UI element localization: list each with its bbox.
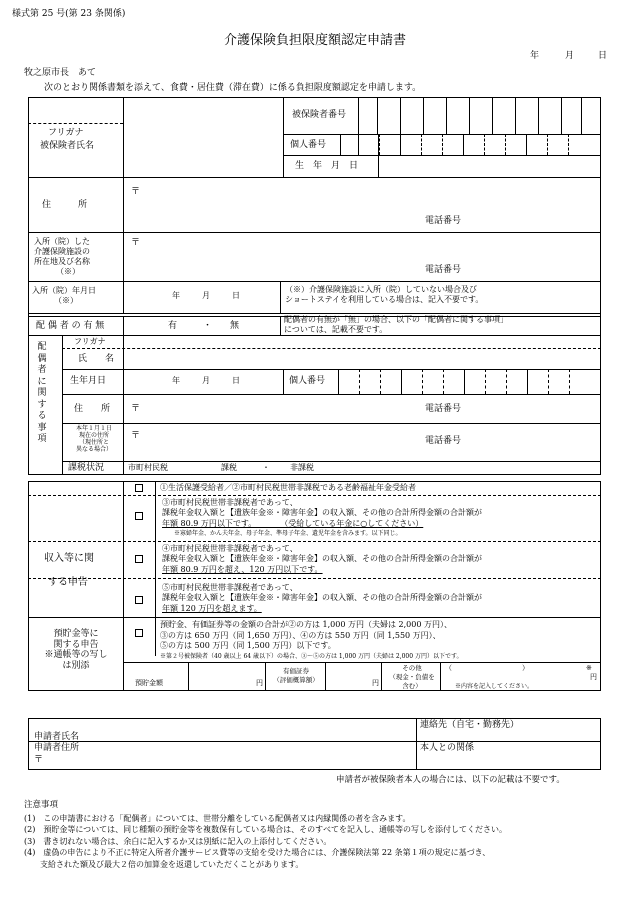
securities-label: 有価証券 （評価概算額） [273, 667, 319, 684]
date-month: 月 [565, 51, 575, 61]
insured-number-label: 被保険者番号 [292, 110, 347, 120]
spouse-postal-mark: 〒 [131, 404, 141, 414]
spouse-presence-note: 配偶者の有無が「無」の場合、以下の「配偶者に関する事項」 については、記載不要です。 [284, 315, 508, 334]
spouse-no-option[interactable]: 無 [230, 321, 240, 331]
spouse-tax-label: 課税状況 [68, 463, 105, 473]
spouse-address-label: 住 所 [74, 404, 111, 414]
admission-day: 日 [232, 291, 240, 300]
other-content-paren: （ ） [445, 664, 529, 672]
notes-title: 注意事項 [24, 800, 59, 810]
securities-yen: 円 [372, 679, 379, 687]
facility-phone-label: 電話番号 [425, 265, 462, 275]
separator-dot: ・ [203, 321, 213, 331]
savings-check-text: 預貯金、有価証券等の金額の合計が②の方は 1,000 万円（夫婦は 2,000 万円）、 ③の方は 650 万円（同 1,650 万円）、④の方は 550 万円（同 1,550 万円）、 ⑤の方は 500 万円（同 1,500 万円）以下です。 [160, 620, 452, 650]
note-item: (1) この申請書における「配偶者」については、世帯分離をしている配偶者又は内縁関係の者を含みます。 [24, 814, 411, 823]
savings-note: ※第２号被保険者（40 歳以上 64 歳以下）の場合、③～⑤の方は 1,000 万円（夫婦は 2,000 万円）以下です。 [160, 653, 463, 660]
note-item: (3) 書き切れない場合は、余白に記入するか又は別紙に記入の上添付してください。 [24, 836, 332, 846]
admission-month: 月 [202, 291, 210, 300]
savings-label: 預貯金等に 関する申告 ※通帳等の写し は別添 [44, 629, 108, 671]
other-content-note: ※内容を記入してください。 [455, 683, 534, 690]
income-option-2-text: ③市町村民税世帯非課税者であって、 課税年金収入額と【遺族年金※・障害年金】の収入額、その他の合計所得金額の合計額が 年額 80.9 万円以下です。 （受給している年金に○してください） ※寡婦年金、かん夫年金、母子年金、準母子年金、遺児年金を含みます。以下同じ。 [162, 498, 482, 538]
spouse-name-label: 氏 名 [78, 354, 115, 364]
spouse-prev-phone-label: 電話番号 [425, 436, 462, 446]
spouse-prev-postal-mark: 〒 [131, 431, 141, 441]
applicant-name-label: 申請者氏名 [34, 732, 80, 742]
date-year: 年 [530, 51, 540, 61]
spouse-section-label: 配偶者に関する事項 [37, 342, 47, 444]
spouse-yes-option[interactable]: 有 [168, 321, 178, 331]
note-item: (4) 虚偽の申告により不正に特定入所者介護サービス費等の支給を受けた場合には、介護保険法第 22 条第１項の規定に基づき、 [24, 848, 491, 858]
income-option-2-checkbox[interactable] [135, 512, 143, 520]
intro-text: 次のとおり関係書類を添えて、食費・居住費（滞在費）に係る負担限度額認定を申請します。 [44, 83, 422, 93]
personal-number-label: 個人番号 [290, 140, 327, 150]
address-postal-mark: 〒 [131, 187, 141, 197]
applicant-postal-mark: 〒 [34, 755, 44, 765]
birth-date-label: 生 年 月 日 [295, 161, 359, 171]
applicant-address-label: 申請者住所 [34, 743, 80, 753]
income-option-4-text: ⑤市町村民税世帯非課税者であって、 課税年金収入額と【遺族年金※・障害年金】の収入額、その他の合計所得金額の合計額が 年額 120 万円を超えます。 [162, 583, 482, 613]
spouse-birth-year: 年 [172, 376, 180, 385]
address-label: 住 所 [42, 200, 88, 210]
applicant-footnote: 申請者が被保険者本人の場合には、以下の記載は不要です。 [336, 775, 565, 785]
other-kome-mark: ※ [586, 664, 592, 672]
spouse-prev-address-label: 本年１月１日 現在の住所 （現住所と 異なる場合） [75, 425, 112, 453]
admission-label: 入所（院）年月日 （※） [32, 286, 96, 305]
spouse-furigana-label: フリガナ [74, 337, 106, 346]
income-option-1-checkbox[interactable] [135, 484, 143, 492]
applicant-contact-label: 連絡先（自宅・勤務先） [420, 720, 520, 730]
facility-label: 入所（院）した 介護保険施設の 所在地及び名称 （※） [34, 237, 90, 276]
spouse-phone-label: 電話番号 [425, 404, 462, 414]
deposit-yen: 円 [256, 679, 263, 687]
income-option-3-text: ④市町村民税世帯非課税者であって、 課税年金収入額と【遺族年金※・障害年金】の収入額、その他の合計所得金額の合計額が 年額 80.9 万円を超え、120 万円以下です。 [162, 544, 482, 574]
spouse-birth-day: 日 [232, 376, 240, 385]
income-option-1-text: ①生活保護受給者／②市町村民税世帯非課税である老齢福祉年金受給者 [160, 483, 416, 492]
tax-no-option[interactable]: 非課税 [290, 463, 314, 472]
notes-list [24, 813, 507, 870]
spouse-presence-label: 配 偶 者 の 有 無 [36, 321, 105, 331]
admission-year: 年 [172, 291, 180, 300]
form-number: 様式第 25 号(第 23 条関係) [12, 9, 126, 19]
applicant-relation-label: 本人との関係 [420, 743, 475, 753]
tax-yes-option[interactable]: 課税 [221, 463, 237, 472]
addressee: 牧之原市長 あて [24, 68, 97, 78]
address-phone-label: 電話番号 [425, 216, 462, 226]
note-item: 支給された額及び最大２倍の加算金を返還していただくことがあります。 [24, 859, 304, 869]
deposit-label: 預貯金額 [135, 679, 163, 687]
spouse-birth-label: 生年月日 [70, 376, 107, 386]
date-day: 日 [598, 51, 608, 61]
facility-postal-mark: 〒 [131, 238, 141, 248]
insured-name-label: 被保険者氏名 [40, 141, 95, 151]
separator-dot: ・ [262, 463, 270, 472]
note-item: (2) 預貯金等については、同じ種類の預貯金等を複数保有している場合は、そのすべてを記入し、通帳等の写しを添付してください。 [24, 825, 508, 835]
income-option-3-checkbox[interactable] [135, 555, 143, 563]
other-yen: 円 [590, 673, 597, 681]
income-label: 収入等に関 する申告 [44, 553, 94, 588]
spouse-birth-month: 月 [202, 376, 210, 385]
other-assets-label: その他 （現金・負債を 含む） [389, 664, 435, 690]
tax-city-label: 市町村民税 [128, 463, 168, 472]
admission-note: （※）介護保険施設に入所（院）していない場合及び ショートステイを利用している場合は、記入不要です。 [285, 285, 484, 304]
income-option-4-checkbox[interactable] [135, 596, 143, 604]
page-title: 介護保険負担限度額認定申請書 [223, 33, 406, 48]
spouse-personal-number-label: 個人番号 [289, 376, 326, 386]
savings-checkbox[interactable] [135, 629, 143, 637]
insured-furigana-label: フリガナ [48, 128, 84, 138]
